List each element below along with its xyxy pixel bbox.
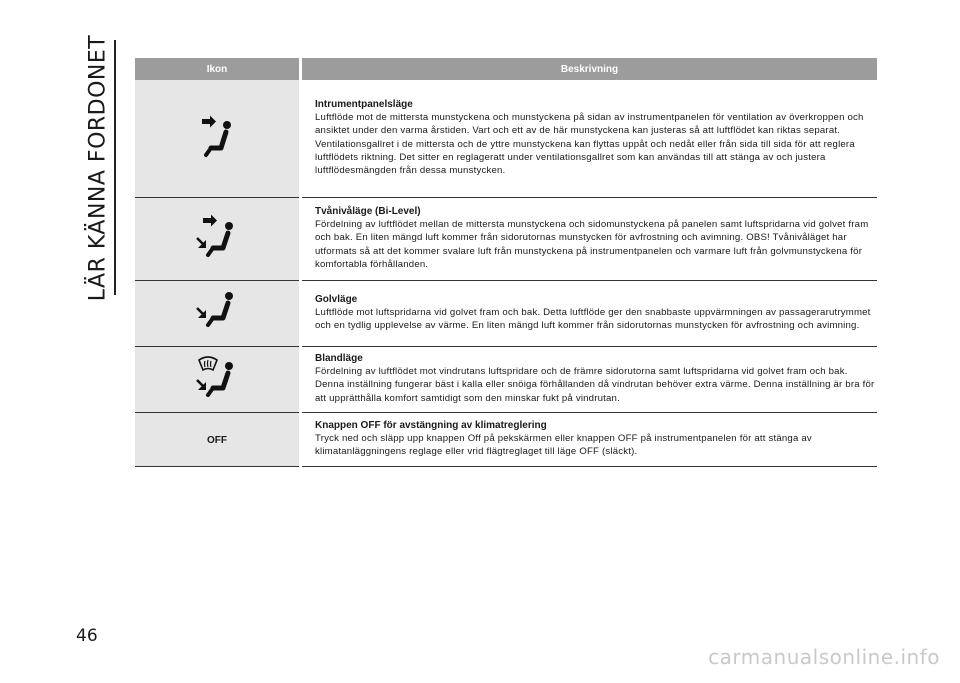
icon-cell	[135, 80, 301, 197]
watermark: carmanualsonline.info	[708, 645, 940, 669]
table-row	[135, 280, 877, 346]
table-header-row	[135, 58, 877, 80]
description-cell	[301, 280, 878, 346]
description-cell	[301, 412, 878, 466]
table-row	[135, 412, 877, 466]
icon-cell	[135, 280, 301, 346]
icon-cell	[135, 346, 301, 412]
row-text: Luftflöde mot de mittersta munstyckena och munstyckena på sidan av instrumentpanelen för ventilation av överkroppen och ansiktet under den varma årstiden. Vart och ett av de här munstyckena kan justeras så att luftflödet kan riktas separat. Ventilationsgallret i de mittersta och de yttre munstyckena kan flyttas uppåt och nedåt eller från sida till sida för att reglera luftflödets riktning. Det sitter en reglageratt under ventilationsgallret som kan användas till att stänga av och justera luftflödesmängden från dessa munstycken.	[315, 112, 864, 177]
mix-mode-icon	[194, 354, 240, 400]
row-title: Tvånivåläge (Bi-Level)	[315, 206, 421, 218]
row-title: Blandläge	[315, 353, 363, 365]
table-row	[135, 80, 877, 197]
row-text: Fördelning av luftflödet mellan de mittersta munstyckena och sidomunstyckena på panelen samt luftspridarna vid golvet fram och bak. En liten mängd luft kommer från sidorutornas munstycken för avfrostning och avimning. OBS! Tvånivåläget har utformats så att det kommer svalare luft från munstyckena på instrumentpanelen och varmare luft från golvmunstyckena för komfortabla förhållanden.	[315, 219, 869, 270]
row-text: Luftflöde mot luftspridarna vid golvet fram och bak. Detta luftflöde ger den snabbaste uppvärmningen av passagerarutrymmet och en tydlig upplevelse av värme. En liten mängd luft kommer från sidorutornas munstycken för avfrostning och avimning.	[315, 306, 871, 331]
row-text: Tryck ned och släpp upp knappen Off på pekskärmen eller knappen OFF på instrumentpanelen för att stänga av klimatanläggningens reglage eller vrid flägtreglaget till läge OFF (släckt).	[315, 432, 812, 457]
section-title-rule	[114, 40, 116, 295]
floor-mode-icon	[194, 289, 240, 333]
bi-level-mode-icon	[194, 214, 240, 258]
row-title: Golvläge	[315, 293, 358, 305]
icon-cell	[135, 197, 301, 280]
row-text: Fördelning av luftflödet mot vindrutans luftspridare och de främre sidorutorna samt luftspridarna vid golvet fram och bak. Denna inställning fungerar bäst i kalla eller snöiga förhållanden då vindrutan behöver extra värme. Denna inställning är bra för att upprätthålla komfort samtidigt som den minskar fukt på vindrutan.	[315, 366, 875, 404]
header-icon: Ikon	[135, 58, 301, 80]
description-cell	[301, 346, 878, 412]
description-cell	[301, 197, 878, 280]
panel-mode-icon	[197, 113, 237, 159]
table-row	[135, 346, 877, 412]
icon-cell	[135, 412, 301, 466]
page-number: 46	[76, 626, 98, 646]
section-title	[78, 34, 118, 301]
section-title-text: LÄR KÄNNA FORDONET	[85, 34, 111, 301]
off-label: OFF	[207, 435, 227, 446]
description-cell	[301, 80, 878, 197]
air-distribution-table	[135, 58, 877, 467]
table-row	[135, 197, 877, 280]
row-title: Intrumentpanelsläge	[315, 99, 413, 111]
header-description: Beskrivning	[301, 58, 878, 80]
row-title: Knappen OFF för avstängning av klimatreglering	[315, 419, 547, 431]
